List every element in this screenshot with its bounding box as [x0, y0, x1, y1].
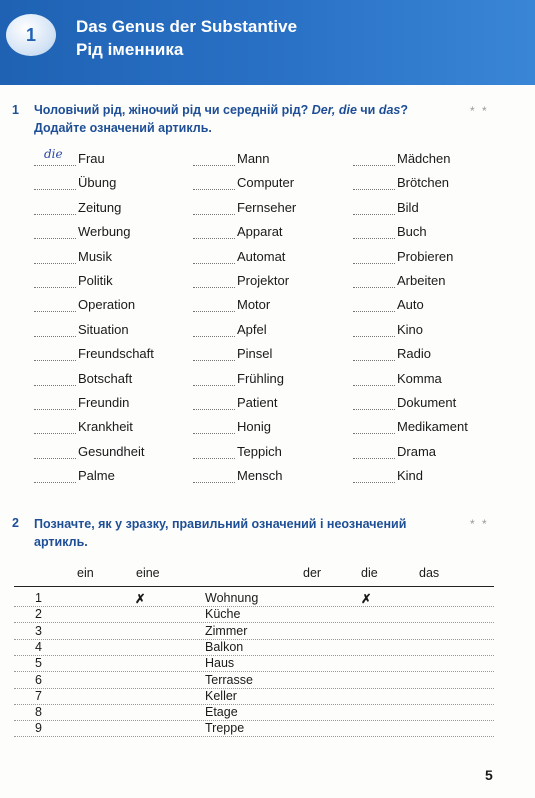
article-blank[interactable]: [193, 153, 235, 166]
noun-label: Medikament: [397, 419, 468, 435]
example-answer: die: [44, 147, 63, 161]
header-der: der: [303, 566, 322, 580]
noun-label: Frühling: [237, 370, 284, 386]
row-noun: Haus: [205, 656, 235, 671]
table-row: [14, 623, 494, 640]
noun-label: Frau: [78, 151, 105, 166]
table-row: [14, 590, 494, 607]
noun-label: Mensch: [237, 468, 283, 484]
row-noun: Balkon: [205, 639, 244, 654]
article-blank[interactable]: [193, 324, 235, 337]
word-item: [34, 174, 116, 190]
word-item: [193, 174, 294, 190]
noun-label: Musik: [78, 248, 112, 264]
article-blank[interactable]: [353, 470, 395, 483]
noun-label: Projektor: [237, 273, 290, 288]
word-item: [34, 443, 145, 459]
noun-label: Komma: [397, 370, 442, 386]
article-blank[interactable]: [34, 226, 76, 239]
article-blank[interactable]: [353, 177, 395, 190]
task2-number: 2: [12, 516, 19, 530]
article-blank[interactable]: [34, 251, 76, 264]
word-item: [34, 248, 112, 264]
article-blank[interactable]: [34, 299, 76, 312]
noun-label: Drama: [397, 443, 437, 459]
word-item: [34, 467, 115, 483]
word-item: [353, 223, 427, 239]
article-blank[interactable]: [193, 202, 235, 215]
word-item: [193, 321, 267, 337]
word-item: [193, 223, 283, 239]
table-row: [14, 672, 494, 689]
word-item: [193, 248, 285, 264]
article-blank[interactable]: [353, 299, 395, 312]
word-item: [353, 467, 423, 483]
task1-difficulty-stars: * *: [470, 104, 489, 118]
article-blank[interactable]: [193, 226, 235, 239]
word-item: [353, 345, 431, 361]
article-blank[interactable]: [353, 421, 395, 434]
noun-label: Gesundheit: [78, 443, 145, 459]
word-item: [353, 418, 468, 434]
article-blank[interactable]: [34, 470, 76, 483]
noun-label: Pinsel: [237, 346, 273, 362]
noun-label: Politik: [78, 273, 113, 288]
noun-label: Kind: [397, 468, 424, 484]
word-item: [353, 272, 445, 288]
word-item: [193, 296, 270, 312]
table-row: [14, 704, 494, 721]
article-blank[interactable]: [193, 470, 235, 483]
article-blank[interactable]: [193, 348, 235, 361]
article-blank[interactable]: [353, 348, 395, 361]
table-row: [14, 606, 494, 623]
noun-label: Werbung: [78, 224, 131, 240]
row-noun: Küche: [205, 607, 241, 622]
table-row: [14, 720, 494, 737]
word-item: [193, 394, 277, 410]
article-blank[interactable]: [34, 324, 76, 337]
article-blank[interactable]: [353, 397, 395, 410]
article-blank[interactable]: [34, 147, 76, 166]
article-blank[interactable]: [353, 251, 395, 264]
task2-difficulty-stars: * *: [470, 517, 489, 531]
noun-label: Honig: [237, 419, 271, 435]
article-blank[interactable]: [193, 446, 235, 459]
row-number: 8: [35, 705, 42, 720]
article-blank[interactable]: [193, 177, 235, 190]
task1-number: 1: [12, 103, 19, 117]
word-item: [193, 272, 289, 288]
word-item: [353, 394, 456, 410]
word-item: [34, 394, 129, 410]
mark-eine[interactable]: ✗: [135, 592, 146, 606]
noun-label: Auto: [397, 297, 424, 313]
noun-label: Freundschaft: [78, 346, 154, 362]
noun-label: Computer: [237, 175, 295, 191]
article-blank[interactable]: [34, 275, 76, 288]
row-number: 2: [35, 607, 42, 622]
row-number: 3: [35, 623, 42, 638]
word-item: [193, 443, 282, 459]
article-blank[interactable]: [193, 373, 235, 386]
word-item: [34, 418, 133, 434]
noun-label: Automat: [237, 248, 286, 264]
row-number: 5: [35, 656, 42, 671]
noun-label: Freundin: [78, 395, 130, 410]
noun-label: Radio: [397, 346, 431, 362]
header-das: das: [419, 566, 440, 580]
header-ein: ein: [77, 566, 94, 580]
noun-label: Palme: [78, 468, 115, 484]
article-blank[interactable]: [353, 153, 395, 166]
article-blank[interactable]: [193, 251, 235, 264]
table-row: [14, 688, 494, 705]
word-item: [34, 370, 132, 386]
word-item: [353, 321, 423, 337]
word-item: [193, 150, 270, 166]
noun-label: Mädchen: [397, 151, 451, 166]
noun-label: Patient: [237, 395, 278, 410]
unit-title-german: Das Genus der Substantive: [76, 17, 298, 36]
row-noun: Terrasse: [205, 672, 253, 687]
row-number: 7: [35, 688, 42, 703]
noun-label: Kino: [397, 321, 424, 337]
article-blank[interactable]: [193, 299, 235, 312]
noun-label: Apfel: [237, 321, 267, 337]
article-blank[interactable]: [353, 202, 395, 215]
word-item: [193, 370, 284, 386]
word-item: [353, 199, 419, 215]
article-blank[interactable]: [34, 202, 76, 215]
word-item: [34, 147, 105, 166]
unit-title-ukrainian: Рід іменника: [76, 40, 184, 59]
noun-label: Probieren: [397, 248, 454, 264]
word-item: [353, 370, 442, 386]
row-noun: Treppe: [205, 721, 245, 736]
word-item: [193, 345, 272, 361]
word-item: [34, 223, 131, 239]
article-blank[interactable]: [193, 275, 235, 288]
noun-label: Zeitung: [78, 199, 122, 215]
article-blank[interactable]: [353, 373, 395, 386]
row-number: 6: [35, 672, 42, 687]
unit-number-badge: 1: [6, 14, 56, 56]
row-noun: Zimmer: [205, 623, 248, 638]
task1-instruction: Чоловічий рід, жіночий рід чи середній рід? Der, die чи das? Додайте означений артикль.: [34, 103, 409, 135]
word-item: [34, 272, 113, 288]
article-blank[interactable]: [34, 373, 76, 386]
noun-label: Teppich: [237, 443, 282, 459]
row-number: 4: [35, 639, 42, 654]
article-blank[interactable]: [34, 177, 76, 190]
article-blank[interactable]: [34, 348, 76, 361]
noun-label: Krankheit: [78, 419, 133, 435]
noun-label: Botschaft: [78, 370, 133, 386]
article-blank[interactable]: [34, 397, 76, 410]
article-blank[interactable]: [353, 275, 395, 288]
word-item: [353, 248, 453, 264]
unit-header: [0, 0, 535, 85]
article-blank[interactable]: [353, 446, 395, 459]
noun-label: Bild: [397, 199, 419, 215]
noun-label: Dokument: [397, 395, 457, 410]
word-item: [353, 174, 449, 190]
word-item: [34, 296, 135, 312]
article-blank[interactable]: [353, 324, 395, 337]
table-top-rule: [14, 586, 494, 587]
noun-label: Buch: [397, 224, 427, 240]
noun-label: Übung: [78, 175, 117, 191]
word-item: [193, 418, 271, 434]
word-item: [193, 199, 296, 215]
word-item: [353, 443, 436, 459]
row-number: 1: [35, 591, 42, 605]
article-blank[interactable]: [34, 446, 76, 459]
word-item: [353, 296, 424, 312]
noun-label: Operation: [78, 297, 136, 313]
noun-label: Brötchen: [397, 175, 450, 191]
page-number: 5: [485, 767, 493, 783]
article-blank[interactable]: [34, 421, 76, 434]
word-item: [193, 467, 283, 483]
noun-label: Situation: [78, 321, 129, 337]
header-eine: eine: [136, 566, 160, 580]
article-blank[interactable]: [193, 421, 235, 434]
noun-label: Fernseher: [237, 199, 297, 215]
word-item: [34, 321, 129, 337]
mark-die[interactable]: ✗: [361, 592, 372, 606]
row-noun: Keller: [205, 688, 237, 703]
word-item: [353, 150, 450, 166]
row-noun: Etage: [205, 705, 238, 720]
noun-label: Arbeiten: [397, 273, 446, 288]
table-row: [14, 655, 494, 672]
noun-label: Mann: [237, 151, 270, 166]
task2-instruction: Позначте, як у зразку, правильний означений і неозначений артикль.: [34, 517, 407, 549]
article-blank[interactable]: [353, 226, 395, 239]
noun-label: Motor: [237, 297, 271, 313]
row-noun: Wohnung: [205, 591, 259, 605]
row-number: 9: [35, 721, 42, 736]
header-die: die: [361, 566, 378, 580]
table-row: [14, 639, 494, 656]
word-item: [34, 199, 121, 215]
word-item: [34, 345, 154, 361]
noun-label: Apparat: [237, 224, 283, 240]
article-blank[interactable]: [193, 397, 235, 410]
